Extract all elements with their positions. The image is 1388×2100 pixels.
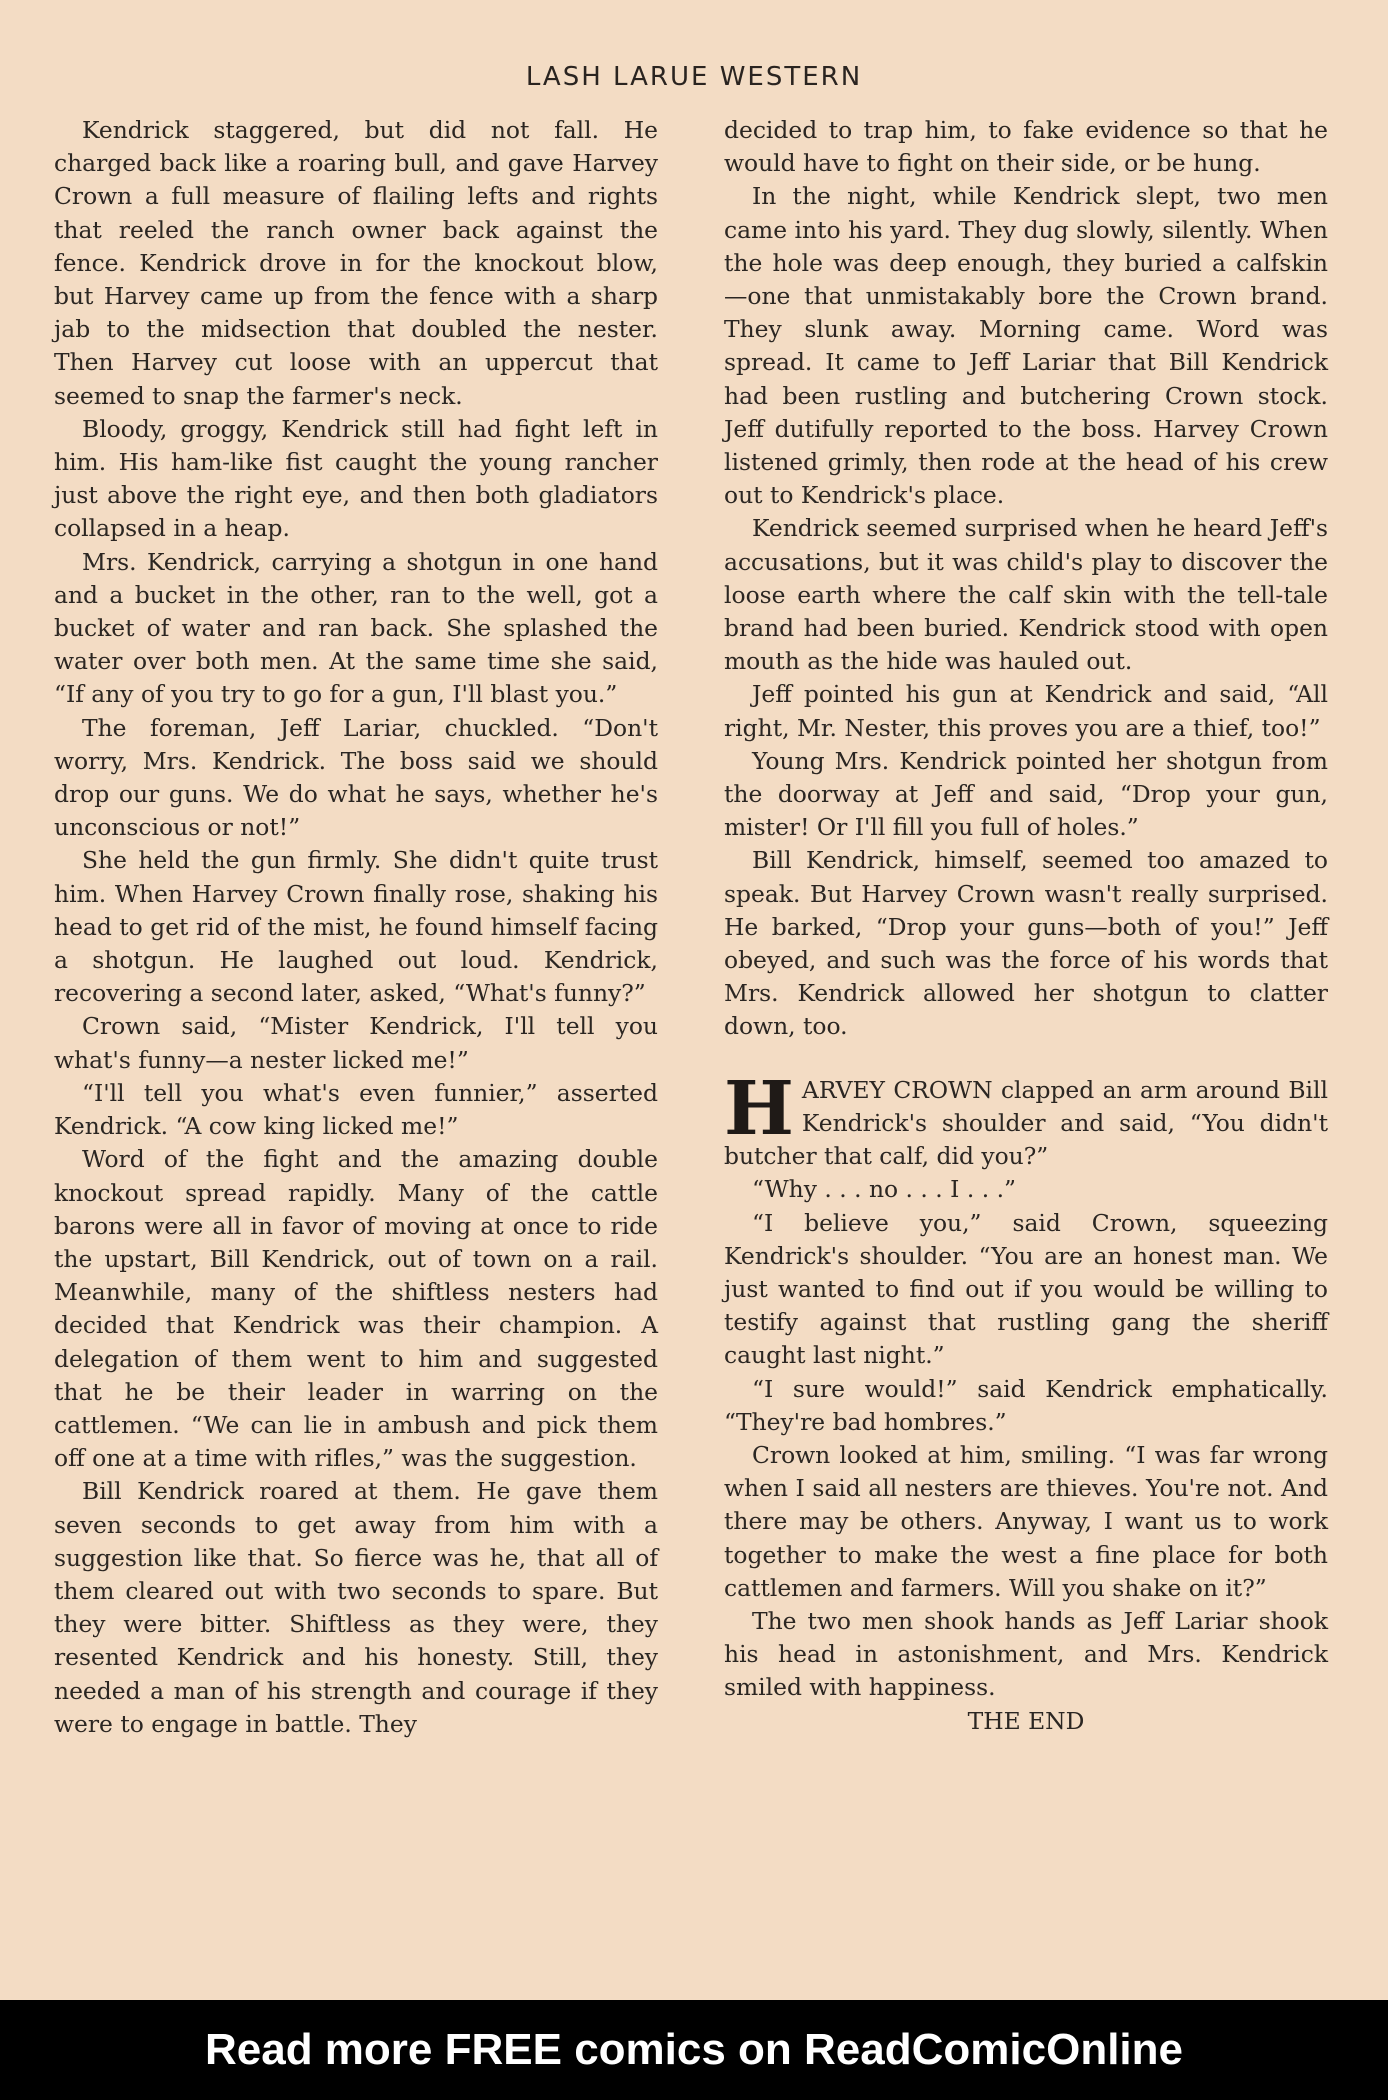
story-paragraph: “I sure would!” said Kendrick emphatically. “They're bad hombres.” bbox=[724, 1374, 1328, 1436]
left-text-column bbox=[54, 114, 658, 1741]
story-paragraph: Bill Kendrick roared at them. He gave them seven seconds to get away from him with a suggestion like that. So fierce was he, that all of them cleared out with two seconds to spare. But they were bitter. Shiftless as they were, they resented Kendrick and his honesty. Still, they needed a man of his strength and courage if they were to engage in battle. They bbox=[54, 1477, 658, 1738]
story-paragraph: Crown said, “Mister Kendrick, I'll tell you what's funny—a nester licked me!” bbox=[54, 1012, 658, 1074]
section-opening-paragraph bbox=[724, 1065, 1328, 1174]
drop-cap-letter: H bbox=[724, 1065, 794, 1152]
story-paragraph: Word of the fight and the amazing double knockout spread rapidly. Many of the cattle barons were all in favor of moving at once to ride the upstart, Bill Kendrick, out of town on a rail. Meanwhile, many of the shiftless nesters had decided that Kendrick was their champion. A delegation of them went to him and suggested that he be their leader in warring on the cattlemen. “We can lie in ambush and pick them off one at a time with rifles,” was the suggestion. bbox=[54, 1145, 658, 1473]
story-paragraph: “Why . . . no . . . I . . .” bbox=[752, 1175, 1016, 1204]
page-header-title: LASH LARUE WESTERN bbox=[525, 62, 863, 92]
story-paragraph: Mrs. Kendrick, carrying a shotgun in one hand and a bucket in the other, ran to the well, got a bucket of water and ran back. She splashed the water over both men. At the same time she said, “If any of you try to go for a gun, I'll blast you.” bbox=[54, 547, 658, 709]
the-end-label: THE END bbox=[967, 1706, 1085, 1735]
story-paragraph: In the night, while Kendrick slept, two men came into his yard. They dug slowly, silently. When the hole was deep enough, they buried a calfskin—one that unmistakably bore the Crown brand. They slunk away. Morning came. Word was spread. It came to Jeff Lariar that Bill Kendrick had been rustling and butchering Crown stock. Jeff dutifully reported to the boss. Harvey Crown listened grimly, then rode at the head of his crew out to Kendrick's place. bbox=[724, 182, 1328, 510]
section-opening-text: ARVEY CROWN clapped an arm around Bill Kendrick's shoulder and said, “You didn't butcher that calf, did you?” bbox=[724, 1075, 1328, 1171]
story-paragraph: Bill Kendrick, himself, seemed too amazed to speak. But Harvey Crown wasn't really surprised. He barked, “Drop your guns—both of you!” Jeff obeyed, and such was the force of his words that Mrs. Kendrick allowed her shotgun to clatter down, too. bbox=[724, 846, 1328, 1041]
story-paragraph: Young Mrs. Kendrick pointed her shotgun from the doorway at Jeff and said, “Drop your gun, mister! Or I'll fill you full of holes.” bbox=[724, 746, 1328, 842]
story-paragraph: She held the gun firmly. She didn't quite trust him. When Harvey Crown finally rose, shaking his head to get rid of the mist, he found himself facing a shotgun. He laughed out loud. Kendrick, recovering a second later, asked, “What's funny?” bbox=[54, 846, 658, 1008]
story-paragraph: Bloody, groggy, Kendrick still had fight left in him. His ham-like fist caught the young rancher just above the right eye, and then both gladiators collapsed in a heap. bbox=[54, 414, 658, 543]
story-paragraph: Crown looked at him, smiling. “I was far wrong when I said all nesters are thieves. You're not. And there may be others. Anyway, I want us to work together to make the west a fine place for both cattlemen and farmers. Will you shake on it?” bbox=[724, 1440, 1328, 1602]
story-paragraph: Kendrick staggered, but did not fall. He charged back like a roaring bull, and gave Harvey Crown a full measure of flailing lefts and rights that reeled the ranch owner back against the fence. Kendrick drove in for the knockout blow, but Harvey came up from the fence with a sharp jab to the midsection that doubled the nester. Then Harvey cut loose with an uppercut that seemed to snap the farmer's neck. bbox=[54, 116, 658, 410]
story-paragraph: Jeff pointed his gun at Kendrick and said, “All right, Mr. Nester, this proves you are a thief, too!” bbox=[724, 680, 1328, 742]
right-text-column bbox=[724, 114, 1328, 1738]
story-paragraph: “I'll tell you what's even funnier,” asserted Kendrick. “A cow king licked me!” bbox=[54, 1078, 658, 1141]
story-paragraph: The foreman, Jeff Lariar, chuckled. “Don't worry, Mrs. Kendrick. The boss said we should drop our guns. We do what he says, whether he's unconscious or not!” bbox=[54, 713, 658, 842]
story-paragraph: decided to trap him, to fake evidence so that he would have to fight on their side, or be hung. bbox=[724, 116, 1328, 178]
read-more-banner[interactable]: Read more FREE comics on ReadComicOnline bbox=[204, 2025, 1183, 2074]
story-paragraph: “I believe you,” said Crown, squeezing Kendrick's shoulder. “You are an honest man. We just wanted to find out if you would be willing to testify against that rustling gang the sheriff caught last night.” bbox=[724, 1208, 1328, 1370]
story-paragraph: The two men shook hands as Jeff Lariar shook his head in astonishment, and Mrs. Kendrick smiled with happiness. bbox=[724, 1606, 1328, 1702]
story-paragraph: Kendrick seemed surprised when he heard Jeff's accusations, but it was child's play to discover the loose earth where the calf skin with the tell-tale brand had been buried. Kendrick stood with open mouth as the hide was hauled out. bbox=[724, 514, 1328, 676]
